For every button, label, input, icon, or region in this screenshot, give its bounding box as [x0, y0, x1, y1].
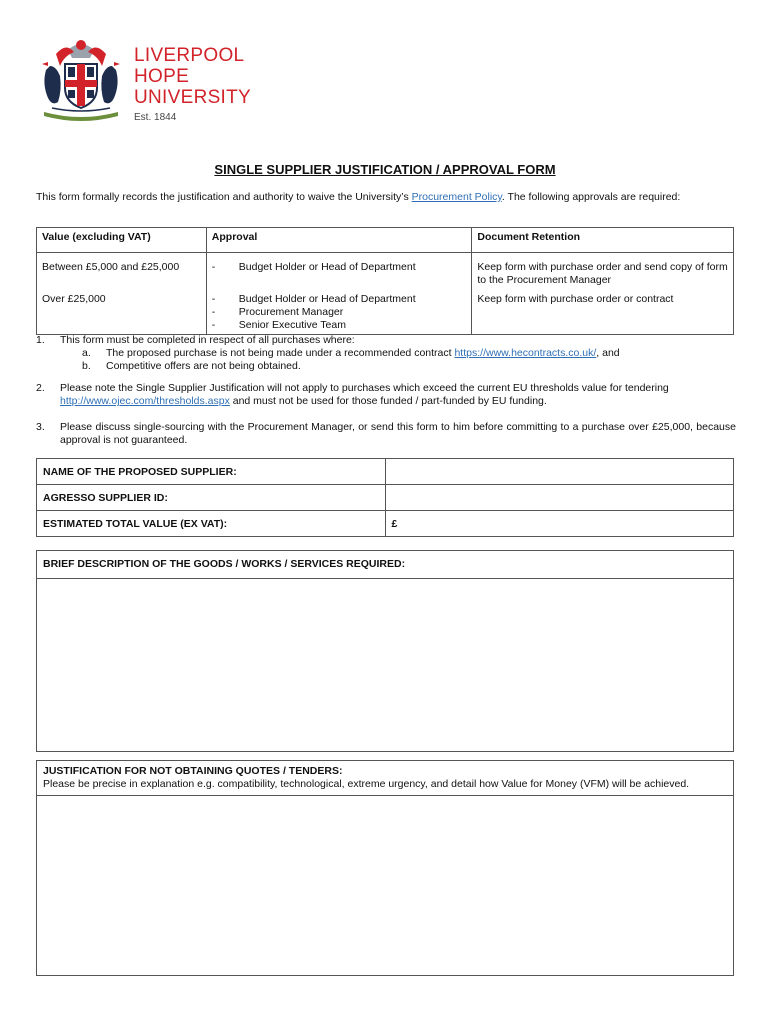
row2-approval-item: Budget Holder or Head of Department [238, 293, 416, 305]
header-approval: Approval [206, 228, 472, 253]
dash: - [211, 319, 216, 331]
supplier-name-label: NAME OF THE PROPOSED SUPPLIER: [37, 459, 386, 485]
hecontracts-link[interactable]: https://www.hecontracts.co.uk/ [454, 347, 597, 359]
row2-approval-item: Senior Executive Team [238, 319, 346, 331]
note-3-number: 3. [36, 421, 45, 433]
justification-field[interactable] [37, 796, 733, 966]
note-2-text: Please note the Single Supplier Justification will not apply to purchases which exceed the current EU thresholds value for tendering [60, 382, 669, 394]
note-1 [36, 334, 736, 373]
note-1a [60, 347, 736, 360]
dash: - [211, 293, 216, 305]
intro-paragraph [36, 191, 736, 204]
ojec-thresholds-link[interactable]: http://www.ojec.com/thresholds.aspx [60, 395, 230, 407]
logo-line-liverpool: LIVERPOOL [134, 45, 245, 66]
description-heading: BRIEF DESCRIPTION OF THE GOODS / WORKS / SERVICES REQUIRED: [37, 551, 733, 579]
intro-text-after: . The following approvals are required: [501, 191, 681, 203]
row2-retention: Keep form with purchase order or contract [472, 291, 734, 335]
table-header-row [37, 228, 734, 253]
note-1a-text: The proposed purchase is not being made under a recommended contract [106, 347, 455, 359]
justification-subtext: Please be precise in explanation e.g. compatibility, technological, extreme urgency, and detail how Value for Money (VFM) will be achieved. [43, 778, 690, 790]
approvals-table [36, 227, 734, 335]
intro-text-before: This form formally records the justification and authority to waive the University’s [36, 191, 412, 203]
table-row [37, 291, 734, 335]
logo-established: Est. 1844 [134, 112, 177, 123]
logo-line-university: UNIVERSITY [134, 87, 252, 108]
justification-heading: JUSTIFICATION FOR NOT OBTAINING QUOTES / TENDERS: [43, 765, 343, 777]
logo-line-hope: HOPE [134, 66, 190, 87]
table-row [37, 511, 734, 537]
note-1b [60, 360, 736, 373]
note-1b-text: Competitive offers are not being obtained. [106, 360, 301, 372]
agresso-id-label: AGRESSO SUPPLIER ID: [37, 485, 386, 511]
row2-approval [206, 291, 472, 335]
supplier-name-field[interactable] [385, 459, 733, 485]
table-row [37, 459, 734, 485]
row1-value: Between £5,000 and £25,000 [37, 253, 207, 292]
row1-approval [206, 253, 472, 292]
note-2-number: 2. [36, 382, 45, 394]
note-1-number: 1. [36, 334, 45, 346]
description-box [36, 550, 734, 752]
logo-wordmark [134, 45, 251, 108]
header-retention: Document Retention [472, 228, 734, 253]
total-value-field[interactable]: £ [385, 511, 733, 537]
row2-value: Over £25,000 [37, 291, 207, 335]
note-1a-after: , and [596, 347, 620, 359]
agresso-id-field[interactable] [385, 485, 733, 511]
form-title: SINGLE SUPPLIER JUSTIFICATION / APPROVAL FORM [214, 162, 556, 177]
table-row [37, 253, 734, 292]
university-crest-logo [38, 36, 124, 126]
total-value-label: ESTIMATED TOTAL VALUE (EX VAT): [37, 511, 386, 537]
description-field[interactable] [37, 579, 733, 751]
note-1-text: This form must be completed in respect of all purchases where: [60, 334, 355, 346]
note-2 [36, 382, 736, 408]
procurement-policy-link[interactable]: Procurement Policy [411, 191, 502, 203]
row1-approval-item: Budget Holder or Head of Department [238, 261, 416, 273]
note-1b-letter: b. [82, 360, 91, 372]
justification-header [37, 761, 733, 796]
supplier-details-table [36, 458, 734, 537]
table-row [37, 485, 734, 511]
note-2-after: and must not be used for those funded / part-funded by EU funding. [229, 395, 547, 407]
justification-box [36, 760, 734, 976]
row2-approval-item: Procurement Manager [238, 306, 344, 318]
dash: - [211, 306, 216, 318]
row1-retention: Keep form with purchase order and send copy of form to the Procurement Manager [472, 253, 734, 292]
note-3-text: Please discuss single-sourcing with the Procurement Manager, or send this form to him before committing to a purchase over £25,000, because approval is not guaranteed. [60, 421, 736, 446]
note-1a-letter: a. [82, 347, 91, 359]
dash: - [211, 261, 216, 273]
header-value: Value (excluding VAT) [37, 228, 207, 253]
note-3 [36, 421, 736, 447]
